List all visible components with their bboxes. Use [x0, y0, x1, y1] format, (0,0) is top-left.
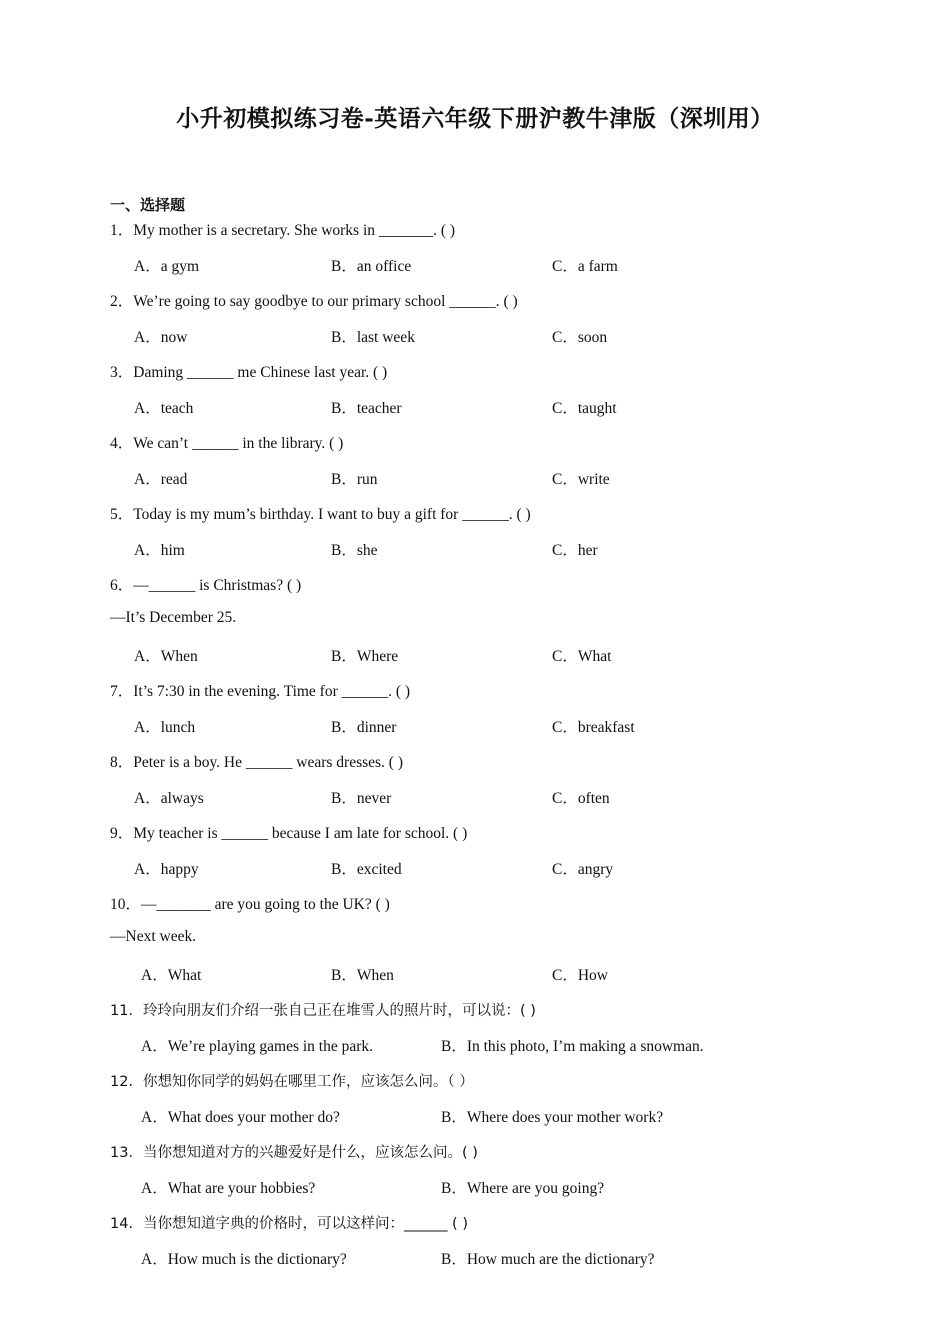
- question-9: 9．My teacher is ______ because I am late for school. ( ): [110, 825, 468, 842]
- q1-option-a: A．a gym: [134, 258, 200, 275]
- q14-option-a: A．How much is the dictionary?: [141, 1251, 347, 1268]
- question-11: 11．玲玲向朋友们介绍一张自己正在堆雪人的照片时，可以说：( ): [110, 1003, 536, 1019]
- q11-option-b: B．In this photo, I’m making a snowman.: [441, 1038, 704, 1055]
- q5-option-b: B．she: [331, 542, 378, 559]
- question-2: 2．We’re going to say goodbye to our primary school ______. ( ): [110, 293, 518, 310]
- question-13: 13．当你想知道对方的兴趣爱好是什么，应该怎么问。( ): [110, 1145, 478, 1161]
- question-3: 3．Daming ______ me Chinese last year. ( ): [110, 364, 388, 381]
- question-14: 14．当你想知道字典的价格时，可以这样问：______ ( ): [110, 1216, 468, 1232]
- question-8: 8．Peter is a boy. He ______ wears dresses. ( ): [110, 754, 403, 771]
- q11-option-a: A．We’re playing games in the park.: [141, 1038, 374, 1055]
- q4-option-a: A．read: [134, 471, 188, 488]
- q1-option-b: B．an office: [331, 258, 412, 275]
- q7-option-a: A．lunch: [134, 719, 196, 736]
- q9-option-c: C．angry: [552, 861, 614, 878]
- question-7: 7．It’s 7:30 in the evening. Time for ______. ( ): [110, 683, 411, 700]
- q7-option-c: C．breakfast: [552, 719, 635, 736]
- q2-option-c: C．soon: [552, 329, 608, 346]
- q2-option-b: B．last week: [331, 329, 415, 346]
- q8-option-b: B．never: [331, 790, 392, 807]
- q9-option-b: B．excited: [331, 861, 402, 878]
- section-heading: 一、选择题: [110, 196, 186, 214]
- q3-option-a: A．teach: [134, 400, 194, 417]
- q3-option-b: B．teacher: [331, 400, 402, 417]
- question-6-response: —It’s December 25.: [110, 609, 237, 626]
- q13-option-b: B．Where are you going?: [441, 1180, 605, 1197]
- q7-option-b: B．dinner: [331, 719, 397, 736]
- q10-option-c: C．How: [552, 967, 608, 984]
- q9-option-a: A．happy: [134, 861, 199, 878]
- question-6: 6．—______ is Christmas? ( ): [110, 577, 302, 594]
- question-5: 5．Today is my mum’s birthday. I want to buy a gift for ______. ( ): [110, 506, 531, 523]
- q4-option-c: C．write: [552, 471, 610, 488]
- q14-option-b: B．How much are the dictionary?: [441, 1251, 655, 1268]
- q6-option-a: A．When: [134, 648, 198, 665]
- q12-option-b: B．Where does your mother work?: [441, 1109, 664, 1126]
- q6-option-b: B．Where: [331, 648, 399, 665]
- page-title: 小升初模拟练习卷-英语六年级下册沪教牛津版（深圳用）: [176, 105, 774, 132]
- question-1: 1．My mother is a secretary. She works in _______. ( ): [110, 222, 456, 239]
- q6-option-c: C．What: [552, 648, 612, 665]
- question-10: 10．—_______ are you going to the UK? ( ): [110, 896, 390, 913]
- q12-option-a: A．What does your mother do?: [141, 1109, 340, 1126]
- q2-option-a: A．now: [134, 329, 188, 346]
- q10-option-b: B．When: [331, 967, 394, 984]
- q3-option-c: C．taught: [552, 400, 617, 417]
- question-4: 4．We can’t ______ in the library. ( ): [110, 435, 344, 452]
- question-10-response: —Next week.: [110, 928, 197, 945]
- q5-option-a: A．him: [134, 542, 185, 559]
- q10-option-a: A．What: [141, 967, 202, 984]
- q13-option-a: A．What are your hobbies?: [141, 1180, 316, 1197]
- q5-option-c: C．her: [552, 542, 598, 559]
- q8-option-c: C．often: [552, 790, 610, 807]
- q1-option-c: C．a farm: [552, 258, 618, 275]
- q4-option-b: B．run: [331, 471, 378, 488]
- q8-option-a: A．always: [134, 790, 204, 807]
- question-12: 12．你想知你同学的妈妈在哪里工作，应该怎么问。（ ）: [110, 1074, 474, 1090]
